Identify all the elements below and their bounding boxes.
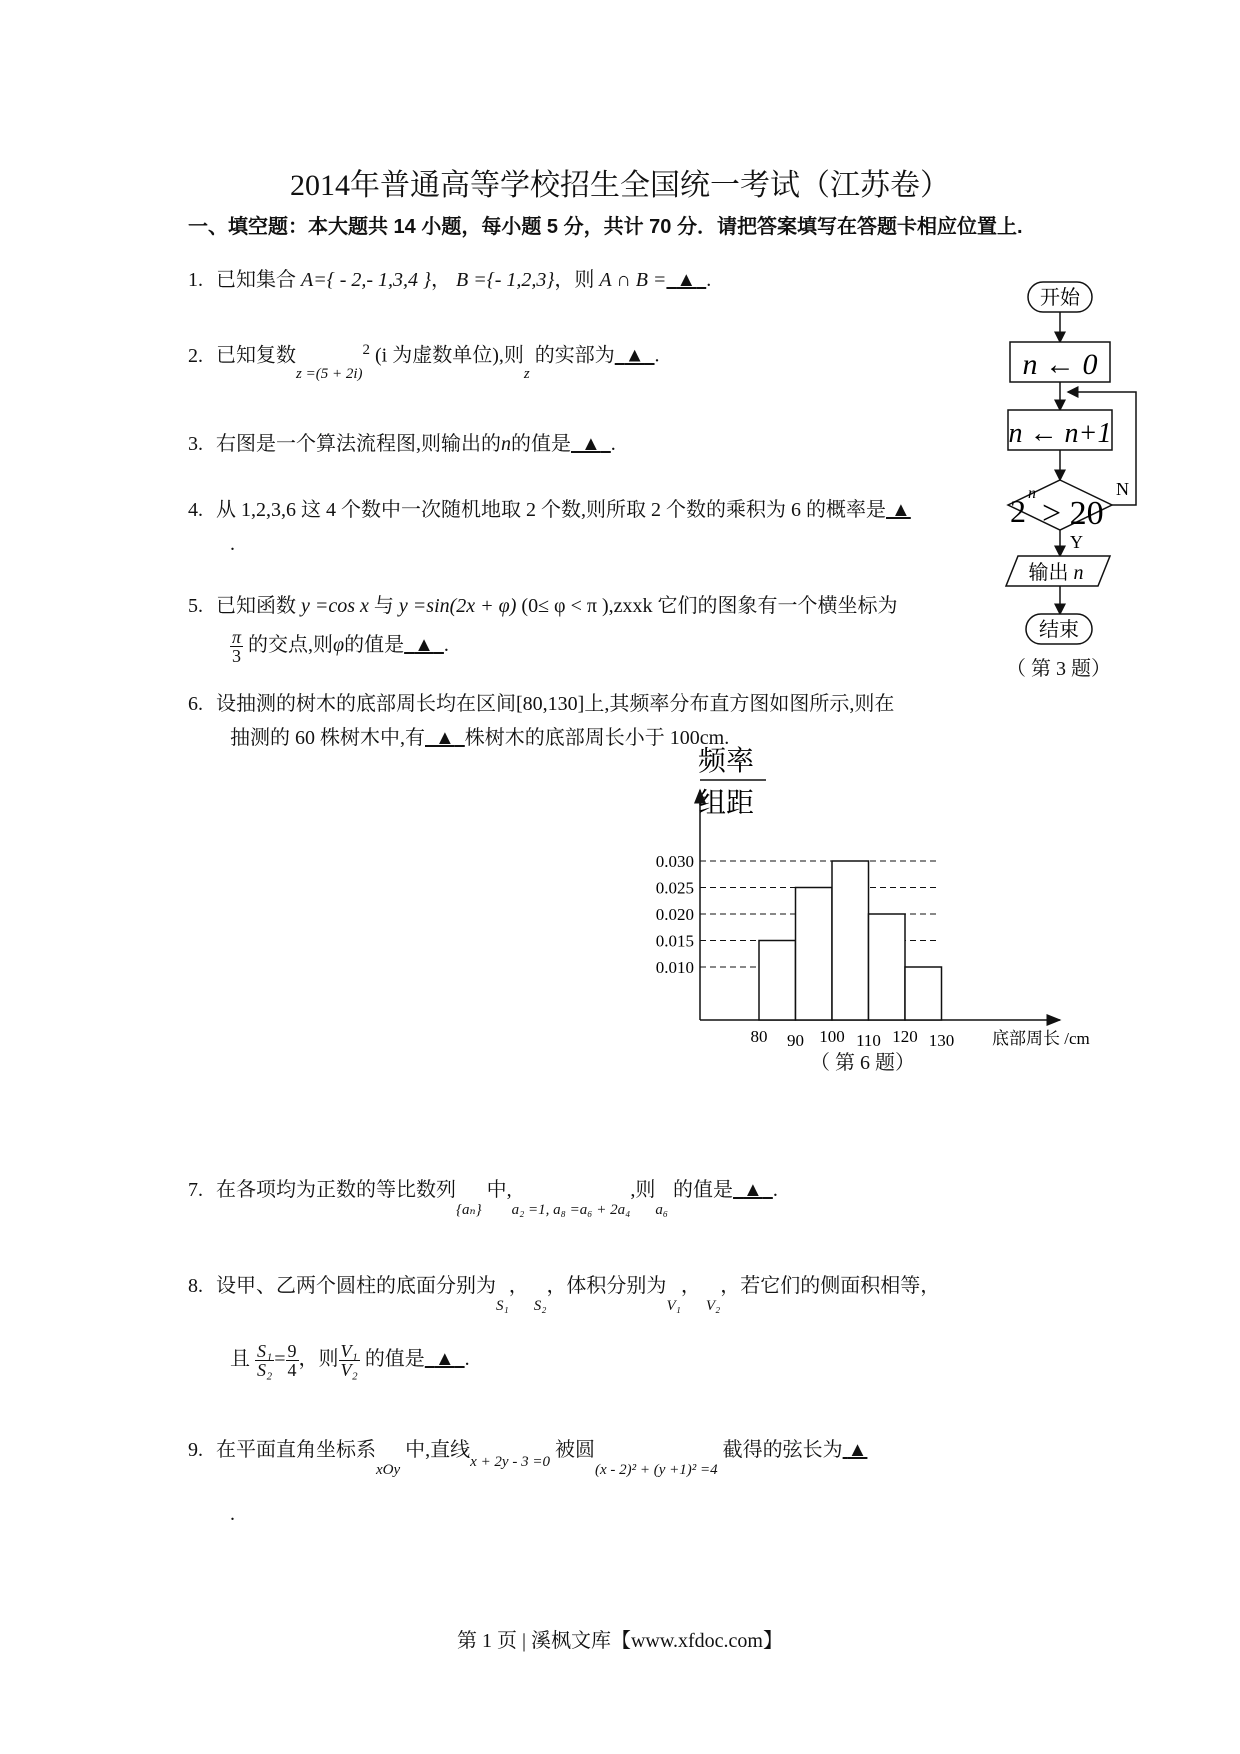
- question-3: 3. 右图是一个算法流程图,则输出的n的值是 ▲ .: [188, 433, 616, 455]
- section-heading: 一、填空题：本大题共 14 小题，每小题 5 分，共计 70 分．请把答案填写在答题卡相应位置上.: [188, 216, 1023, 238]
- flow-yes-label: Y: [1070, 532, 1083, 552]
- question-8-line2: 且 $\frac{\text{S₁}}{\text{S₂}}$ = $\frac{9}{4}$ ，则 $\frac{\text{V₁}}{\text{V₂}}$ 的值是 ▲ .: [230, 1341, 470, 1380]
- x-axis-label: 底部周长 /cm: [992, 1029, 1090, 1048]
- question-5: 5. 已知函数 y =cos x 与 y =sin(2x + φ) (0≤ φ < π ),zxxk 它们的图象有一个横坐标为: [188, 595, 898, 617]
- y-label-top: 频率: [698, 746, 755, 777]
- question-4: 4. 从 1,2,3,6 这 4 个数中一次随机地取 2 个数,则所取 2 个数的乘积为 6 的概率是 ▲: [188, 499, 911, 521]
- answer-blank: ▲: [676, 269, 697, 291]
- answer-blank: ▲: [891, 499, 911, 521]
- x-tick-label: 110: [856, 1031, 881, 1050]
- fraction: $\frac{9}{4}$: [287, 1341, 297, 1380]
- histogram-bar: [832, 861, 869, 1020]
- histogram: [620, 740, 1120, 1100]
- answer-blank: ▲: [581, 433, 601, 455]
- histogram-bar: [905, 967, 942, 1020]
- question-2: 2. 已知复数$_{z =(5 + 2i)}^2$ (i 为虚数单位),则$_z$ 的实部为 ▲ .: [188, 342, 660, 382]
- x-tick-label: 100: [819, 1027, 845, 1046]
- y-tick-label: 0.020: [655, 905, 694, 924]
- flow-condition-base: 2: [1010, 493, 1026, 529]
- x-tick-label: 90: [787, 1031, 804, 1050]
- flowchart-caption: （ 第 3 题）: [1006, 658, 1111, 680]
- x-tick-label: 120: [892, 1027, 918, 1046]
- flow-no-label: N: [1116, 479, 1129, 499]
- y-tick-label: 0.015: [655, 931, 694, 951]
- answer-blank: ▲: [743, 1179, 763, 1201]
- page-title: 2014年普通高等学校招生全国统一考试（江苏卷）: [290, 169, 950, 202]
- x-tick-label: 80: [750, 1027, 768, 1046]
- question-5-line2: $\frac{\pi}{3}$ 的交点,则φ的值是 ▲ .: [232, 627, 449, 666]
- question-7: 7. 在各项均为正数的等比数列$_{\{a_n\}}$ 中$,_{a_2 =1, a_8 =a_6 + 2a_4}$,则$_{a_6}$ 的值是 ▲ .: [188, 1179, 778, 1218]
- question-9-end: .: [230, 1503, 235, 1525]
- question-6-line2: 抽测的 60 株树木中,有 ▲ 株树木的底部周长小于 100cm.: [230, 727, 730, 749]
- question-6: 6. 设抽测的树木的底部周长均在区间[80,130]上,其频率分布直方图如图所示,则在: [188, 693, 895, 715]
- histogram-caption: （ 第 6 题）: [810, 1052, 915, 1074]
- flow-condition-exp: n: [1028, 485, 1036, 502]
- question-4-end: .: [230, 533, 235, 555]
- fraction: $\frac{\text{V₁}}{\text{V₂}}$: [340, 1341, 358, 1380]
- question-8: 8. 设甲、乙两个圆柱的底面分别为$_{S_1}$， $_{S_2}$，体积分别为$_{V_1}$， $_{V_2}$，若它们的侧面积相等，: [188, 1275, 941, 1314]
- flow-init-label: n ← 0: [1022, 348, 1098, 381]
- answer-blank: ▲: [624, 344, 645, 367]
- flow-condition-rest: > 20: [1042, 495, 1104, 532]
- answer-blank: ▲: [434, 1348, 455, 1371]
- page-footer: 第 1 页 | 溪枫文库【www.xfdoc.com】: [456, 1630, 783, 1652]
- y-tick-label: 0.025: [655, 878, 694, 898]
- answer-blank: ▲: [414, 634, 434, 657]
- histogram-bar: [869, 914, 906, 1020]
- fraction: $\frac{\text{S₁}}{\text{S₂}}$: [257, 1341, 273, 1380]
- flowchart: [990, 280, 1190, 720]
- flow-end-label: 结束: [1039, 619, 1079, 641]
- answer-blank: ▲: [435, 727, 455, 749]
- question-1: 1. 已知集合 A={ - 2,- 1,3,4 }， B ={- 1,2,3}，则 A ∩ B = ▲ .: [188, 269, 712, 291]
- fraction: $\frac{\pi}{3}$: [232, 627, 242, 666]
- flow-start-label: 开始: [1040, 287, 1080, 309]
- histogram-bar: [759, 941, 796, 1021]
- y-tick-label: 0.030: [655, 852, 694, 871]
- flow-output-label: 输出 n: [1028, 562, 1084, 584]
- y-label-bottom: 组距: [698, 788, 755, 819]
- histogram-bar: [796, 888, 833, 1021]
- x-tick-label: 130: [928, 1031, 955, 1050]
- flow-increment-label: n ← n+1: [1008, 418, 1112, 449]
- question-9: 9. 在平面直角坐标系$_{xOy}$ 中,直线$_{x + 2y - 3 =0}$ 被圆$_{(x - 2)^2 + (y +1)^2 =4}$ 截得的弦长为 ▲: [188, 1439, 868, 1478]
- answer-blank: ▲: [847, 1439, 868, 1461]
- y-tick-label: 0.010: [655, 958, 694, 977]
